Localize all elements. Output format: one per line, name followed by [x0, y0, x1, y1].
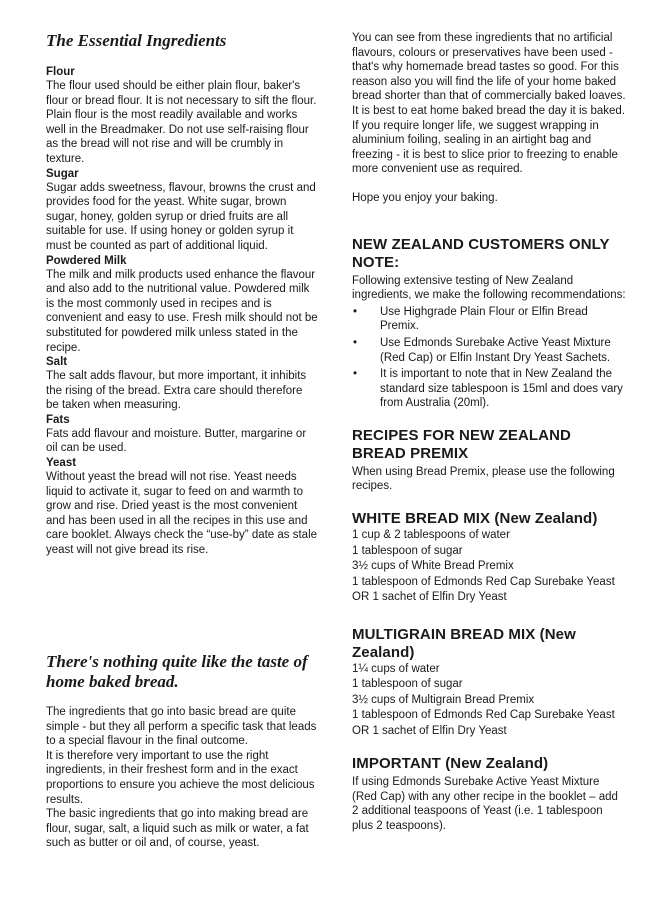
white-bread-heading: WHITE BREAD MIX (New Zealand) — [352, 510, 598, 528]
salt-text: The salt adds flavour, but more important, it inhibits the rising of the bread. Extra care should therefore be taken when measuring. — [46, 370, 307, 412]
nz-recommendations-list — [352, 305, 626, 411]
nz-customers-heading: NEW ZEALAND CUSTOMERS ONLY NOTE: — [352, 235, 610, 271]
recipes-premix-heading: RECIPES FOR NEW ZEALAND BREAD PREMIX — [352, 426, 571, 462]
nz-bullet-1: • Use Highgrade Plain Flour or Elfin Bread Premix. — [352, 305, 626, 334]
flour-heading: Flour — [46, 66, 75, 78]
sugar-heading: Sugar — [46, 167, 79, 180]
multi-line-3: 3½ cups of Multigrain Bread Premix — [352, 693, 535, 706]
taste-title: There's nothing quite like the taste of home baked bread. — [46, 652, 308, 691]
sugar-text: Sugar adds sweetness, flavour, browns the crust and provides food for the yeast. White sugar, brown sugar, honey, golden syrup or dried fruits are all suitable for use. If using honey or golden syrup it must be counted as part of additional liquid. — [46, 181, 316, 252]
white-line-1: 1 cup & 2 tablespoons of water — [352, 529, 510, 542]
nz-bullet-2: • Use Edmonds Surebake Active Yeast Mixture (Red Cap) or Elfin Instant Dry Yeast Sachets. — [352, 336, 626, 365]
taste-paragraph-1: The ingredients that go into basic bread are quite simple - but they all perform a specific task that leads to a special flavour in the final outcome. — [46, 706, 317, 748]
salt-heading: Salt — [46, 356, 68, 369]
multi-line-1: 1¼ cups of water — [352, 662, 440, 675]
flour-text: The flour used should be either plain flour, baker's flour or bread flour. It is not necessary to sift the flour. Plain flour is the most readily available and works well in the Breadmaker. Do not use self-raising flour as the bread will not rise and will be crumbly in texture. — [46, 80, 317, 165]
taste-paragraph-2: It is therefore very important to use the right ingredients, in their freshest form and in the exact proportions to ensure you achieve the most delicious results. — [46, 749, 315, 806]
powdered-milk-heading: Powdered Milk — [46, 254, 127, 267]
right-column — [352, 0, 626, 833]
yeast-heading: Yeast — [46, 457, 77, 470]
taste-paragraph-3: The basic ingredients that go into making bread are flour, sugar, salt, a liquid such as milk or water, a fat such as butter or oil and, of course, yeast. — [46, 808, 309, 850]
essential-ingredients-title: The Essential Ingredients — [46, 31, 227, 50]
fats-text: Fats add flavour and moisture. Butter, margarine or oil can be used. — [46, 427, 307, 455]
important-text: If using Edmonds Surebake Active Yeast Mixture (Red Cap) with any other recipe in the booklet – add 2 additional teaspoons of Yeast (i.e. 1 tablespoon plus 2 teaspoons). — [352, 776, 618, 832]
white-line-2: 1 tablespoon of sugar — [352, 544, 463, 557]
powdered-milk-text: The milk and milk products used enhance the flavour and also add to the nutritional value. Powdered milk is the most commonly used in recipes and is convenient and easy to use. Fresh milk should not be substituted for powdered milk unless stated in the recipe. — [46, 268, 318, 354]
white-line-3: 3½ cups of White Bread Premix — [352, 560, 514, 573]
important-heading: IMPORTANT (New Zealand) — [352, 755, 549, 773]
white-line-4: 1 tablespoon of Edmonds Red Cap Surebake Yeast OR 1 sachet of Elfin Dry Yeast — [352, 575, 615, 604]
nz-bullet-3: • It is important to note that in New Zealand the standard size tablespoon is 15ml and does vary from Australia (20ml). — [352, 367, 626, 411]
multigrain-heading: MULTIGRAIN BREAD MIX (New Zealand) — [352, 625, 576, 661]
left-lower-column — [46, 652, 318, 851]
intro-text: You can see from these ingredients that no artificial flavours, colours or preservatives have been used - that's why homemade bread tastes so good. For this reason also you will find the life of your home baked bread shorter than that of commercially baked loaves. It is best to eat home baked bread the day it is baked. If you require longer life, we suggest wrapping in aluminium foiling, sealing in an airtight bag and freezing - it is best to slice prior to freezing to enable more convenient use as required. — [352, 32, 626, 176]
multi-line-2: 1 tablespoon of sugar — [352, 678, 463, 691]
multigrain-recipe — [352, 626, 626, 740]
white-bread-recipe — [352, 510, 626, 606]
left-column — [46, 0, 318, 558]
yeast-text: Without yeast the bread will not rise. Yeast needs liquid to activate it, sugar to feed on and warmth to grow and rise. Dried yeast is the most convenient and has been used in all the recipes in this use and care booklet. Always check the “use-by” date as stale yeast will not give bread its rise. — [46, 471, 318, 557]
hope-text: Hope you enjoy your baking. — [352, 191, 498, 204]
recipes-intro-text: When using Bread Premix, please use the following recipes. — [352, 465, 615, 493]
multi-line-4: 1 tablespoon of Edmonds Red Cap Surebake Yeast OR 1 sachet of Elfin Dry Yeast — [352, 709, 615, 737]
nz-intro-text: Following extensive testing of New Zealand ingredients, we make the following recommendations: — [352, 274, 626, 302]
fats-heading: Fats — [46, 413, 70, 426]
